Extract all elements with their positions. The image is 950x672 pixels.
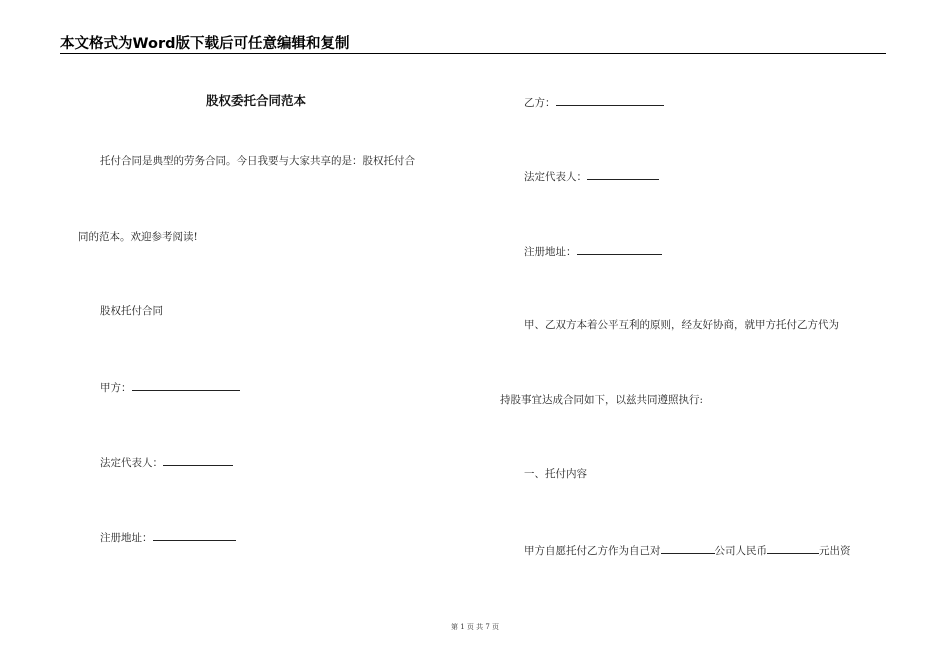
document-title: 股权委托合同范本 <box>206 93 307 108</box>
amount-blank <box>767 542 819 554</box>
intro-line-1: 托付合同是典型的劳务合同。今日我要与大家共享的是：股权托付合 <box>100 155 415 167</box>
header-divider <box>60 53 886 54</box>
party-b-line <box>524 94 664 110</box>
party-b-legal-rep-line <box>524 168 659 184</box>
agreement-paragraph-line-1: 甲、乙双方本着公平互利的原则，经友好协商，就甲方托付乙方代为 <box>524 319 839 331</box>
party-a-address-label: 注册地址： <box>100 532 153 544</box>
clause-part-1: 甲方自愿托付乙方作为自己对 <box>524 545 661 557</box>
agreement-paragraph-line-2: 持股事宜达成合同如下，以兹共同遵照执行: <box>500 394 704 406</box>
party-b-label: 乙方： <box>524 97 556 109</box>
party-a-address-blank <box>153 529 236 541</box>
party-a-address-line <box>100 529 236 545</box>
section-heading-entrustment: 一、托付内容 <box>524 468 587 480</box>
party-a-label: 甲方： <box>100 382 132 394</box>
party-b-address-label: 注册地址： <box>524 246 577 258</box>
clause-part-3: 元出资 <box>819 545 851 557</box>
party-b-legal-rep-label: 法定代表人： <box>524 171 587 183</box>
party-b-address-blank <box>577 243 662 255</box>
party-a-legal-rep-line <box>100 454 233 470</box>
party-b-blank <box>556 94 664 106</box>
document-header: 本文格式为Word版下载后可任意编辑和复制 <box>60 36 350 52</box>
party-a-legal-rep-blank <box>163 454 233 466</box>
page-number: 第 1 页 共 7 页 <box>450 623 500 631</box>
party-b-legal-rep-blank <box>587 168 659 180</box>
clause-part-2: 公司人民币 <box>714 545 767 557</box>
entrustment-clause-line <box>524 542 851 558</box>
party-b-address-line <box>524 243 662 259</box>
party-a-blank <box>132 379 240 391</box>
contract-name: 股权托付合同 <box>100 305 163 317</box>
company-name-blank <box>661 542 715 554</box>
party-a-legal-rep-label: 法定代表人： <box>100 457 163 469</box>
intro-line-2: 同的范本。欢迎参考阅读! <box>78 231 198 243</box>
party-a-line <box>100 379 240 395</box>
